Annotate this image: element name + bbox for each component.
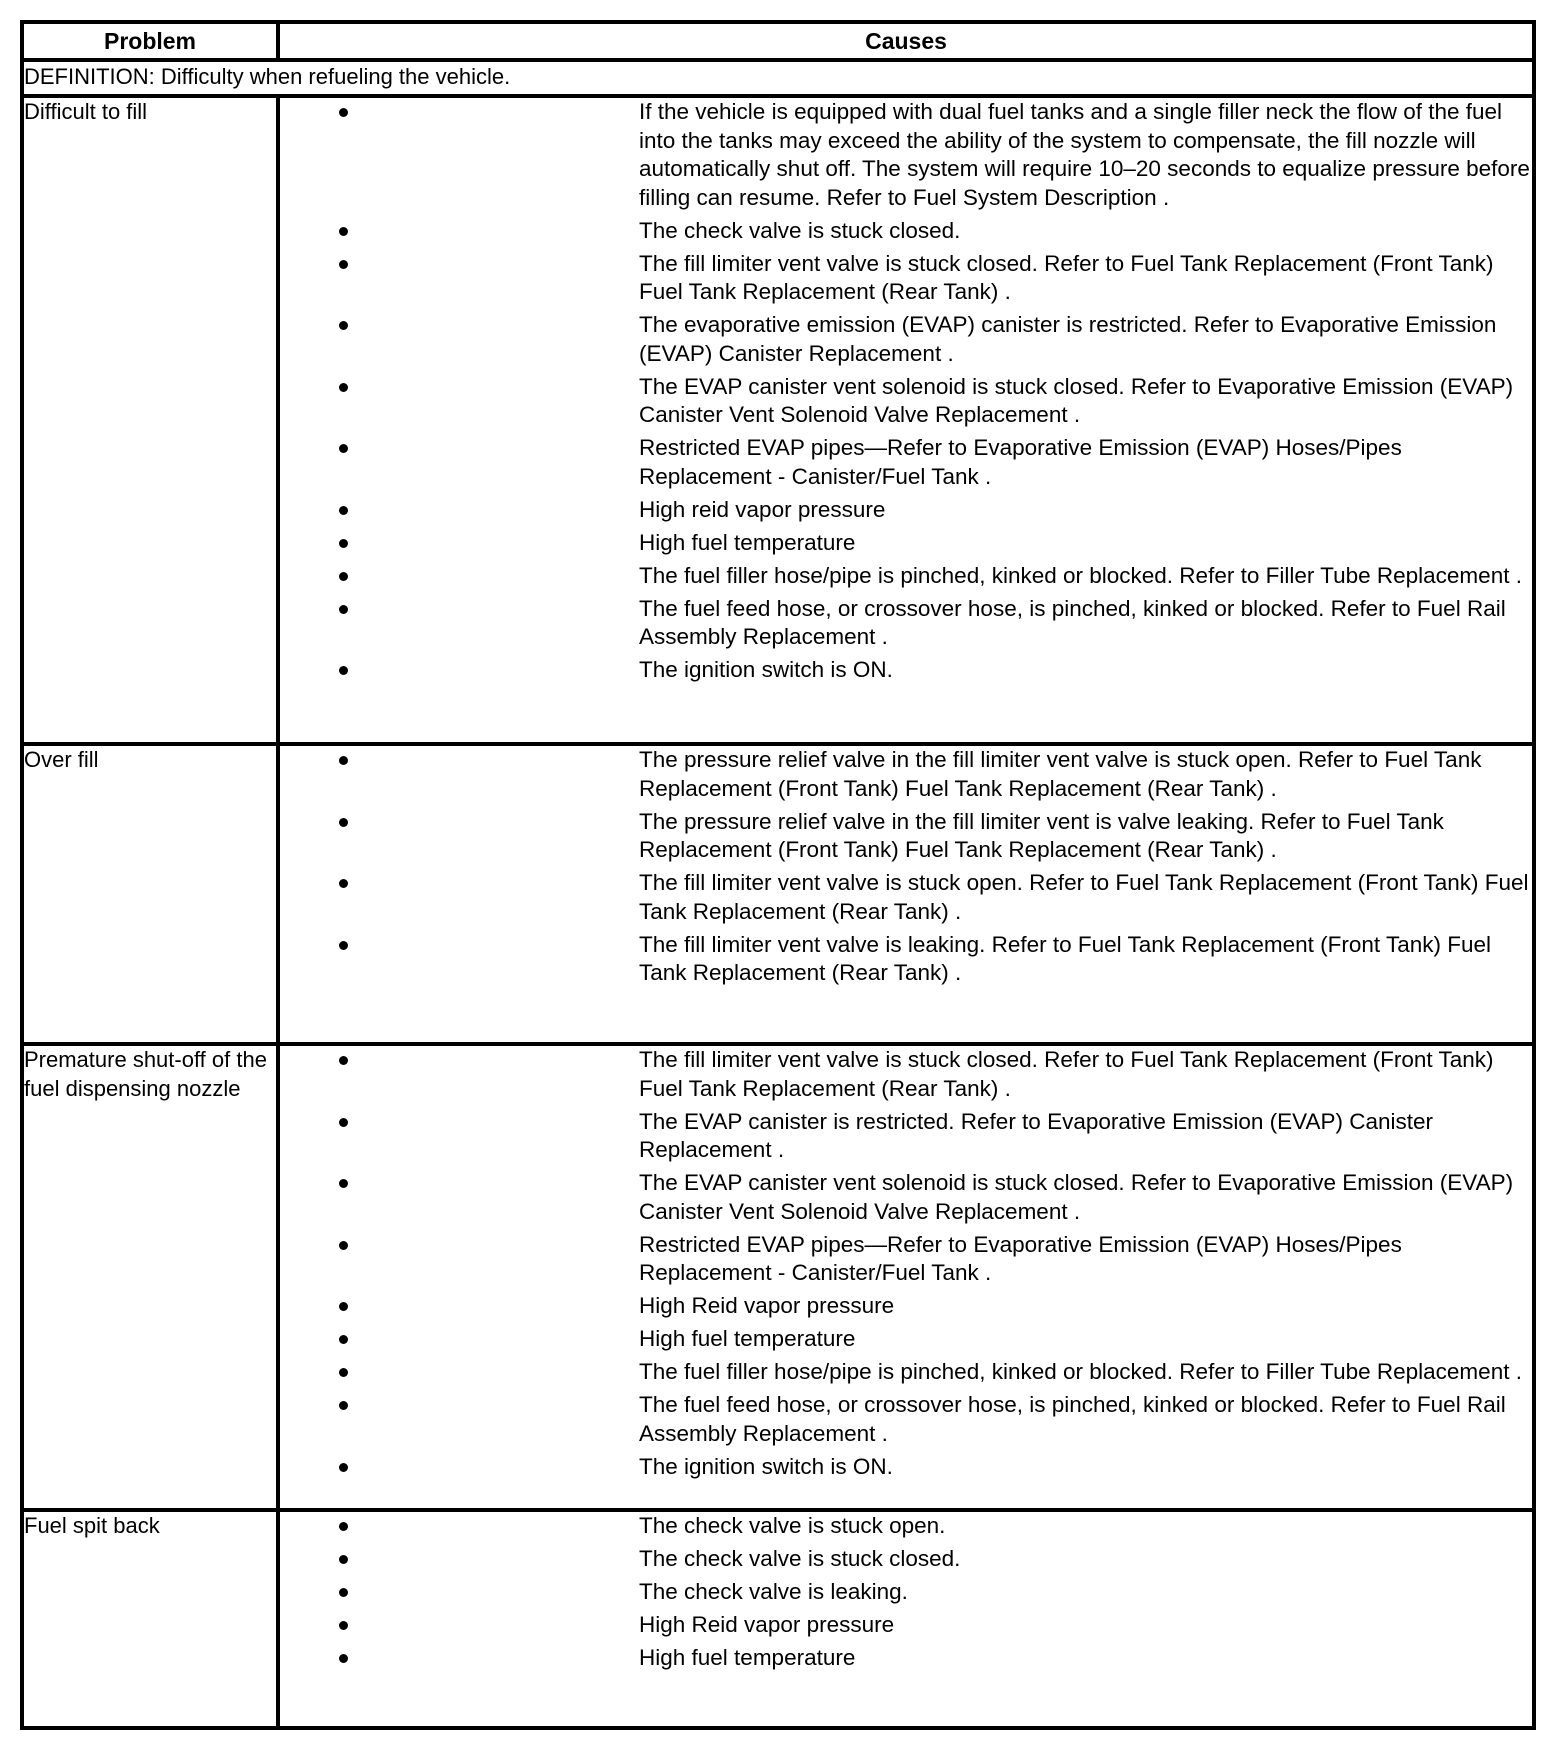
list-item xyxy=(280,373,1532,430)
cause-text: High reid vapor pressure xyxy=(639,496,886,522)
list-item xyxy=(280,1358,1532,1387)
cause-text: The ignition switch is ON. xyxy=(639,657,893,682)
bullet-icon xyxy=(339,539,348,548)
bullet-icon xyxy=(339,1588,348,1597)
cause-text: The check valve is stuck closed. xyxy=(639,1546,961,1571)
cause-text: The pressure relief valve in the fill limiter vent is valve leaking. Refer to Fuel Tank Replacement (Front Tank) Fuel Tank Replacement (Rear Tank) . xyxy=(639,808,1444,862)
cause-text: The fill limiter vent valve is leaking. Refer to Fuel Tank Replacement (Front Tank) Fuel Tank Replacement (Rear Tank) . xyxy=(639,931,1492,985)
bullet-icon xyxy=(339,383,348,392)
cause-text: If the vehicle is equipped with dual fuel tanks and a single filler neck the flow of the fuel into the tanks may exceed the ability of the system to compensate, the fill nozzle will automatically shut off. The system will require 10–20 seconds to equalize pressure before filling can resume. Refer to Fuel System Description . xyxy=(639,99,1530,210)
bullet-icon xyxy=(339,572,348,581)
bullet-icon xyxy=(339,1463,348,1472)
problem-cell: Difficult to fill xyxy=(22,96,278,744)
list-item xyxy=(280,1644,1532,1673)
bullet-icon xyxy=(339,227,348,236)
causes-cell xyxy=(278,96,1534,744)
cause-text: High fuel temperature xyxy=(639,529,856,555)
definition-row xyxy=(22,60,1534,96)
list-item xyxy=(280,869,1532,926)
list-item xyxy=(280,529,1532,558)
list-item xyxy=(280,1545,1532,1574)
table-row xyxy=(22,96,1534,744)
causes-list xyxy=(280,746,1532,988)
causes-cell xyxy=(278,1044,1534,1510)
bullet-icon xyxy=(339,1335,348,1344)
bullet-icon xyxy=(339,605,348,614)
list-item xyxy=(280,496,1532,525)
bullet-icon xyxy=(339,818,348,827)
list-item xyxy=(280,656,1532,685)
bullet-icon xyxy=(339,1522,348,1531)
list-item xyxy=(280,1108,1532,1165)
cause-text: The check valve is leaking. xyxy=(639,1579,908,1604)
list-item xyxy=(280,808,1532,865)
definition-text: DEFINITION: Difficulty when refueling the vehicle. xyxy=(22,60,1534,96)
bullet-icon xyxy=(339,260,348,269)
cause-text: The check valve is stuck open. xyxy=(639,1513,946,1538)
list-item xyxy=(280,250,1532,307)
header-causes: Causes xyxy=(278,22,1534,60)
cause-text: High Reid vapor pressure xyxy=(639,1612,895,1637)
list-item xyxy=(280,562,1532,591)
list-item xyxy=(280,1611,1532,1640)
bullet-icon xyxy=(339,1621,348,1630)
bullet-icon xyxy=(339,1179,348,1188)
list-item xyxy=(280,434,1532,491)
list-item xyxy=(280,1046,1532,1103)
cause-text: The EVAP canister vent solenoid is stuck closed. Refer to Evaporative Emission (EVAP) Canister Vent Solenoid Valve Replacement . xyxy=(639,373,1514,427)
cause-text: Restricted EVAP pipes—Refer to Evaporative Emission (EVAP) Hoses/Pipes Replacement - Canister/Fuel Tank . xyxy=(639,435,1402,489)
cause-text: High fuel temperature xyxy=(639,1326,856,1351)
list-item xyxy=(280,1292,1532,1321)
list-item xyxy=(280,1391,1532,1448)
table-row xyxy=(22,1510,1534,1728)
problem-cell: Over fill xyxy=(22,744,278,1044)
table-row xyxy=(22,1044,1534,1510)
bullet-icon xyxy=(339,756,348,765)
cause-text: The check valve is stuck closed. xyxy=(639,217,961,243)
bullet-icon xyxy=(339,941,348,950)
causes-list xyxy=(280,1046,1532,1481)
cause-text: The pressure relief valve in the fill limiter vent valve is stuck open. Refer to Fuel Tank Replacement (Front Tank) Fuel Tank Replacement (Rear Tank) . xyxy=(639,747,1482,801)
causes-list xyxy=(280,98,1532,685)
cause-text: The fuel filler hose/pipe is pinched, kinked or blocked. Refer to Filler Tube Replacement . xyxy=(639,1359,1522,1384)
table-row xyxy=(22,744,1534,1044)
bullet-icon xyxy=(339,879,348,888)
list-item xyxy=(280,311,1532,368)
list-item xyxy=(280,1169,1532,1226)
diagnostic-table xyxy=(20,20,1536,1730)
list-item xyxy=(280,746,1532,803)
list-item xyxy=(280,217,1532,246)
bullet-icon xyxy=(339,444,348,453)
problem-cell: Fuel spit back xyxy=(22,1510,278,1728)
bullet-icon xyxy=(339,666,348,675)
causes-cell xyxy=(278,1510,1534,1728)
bullet-icon xyxy=(339,1654,348,1663)
list-item xyxy=(280,1325,1532,1354)
bullet-icon xyxy=(339,1118,348,1127)
cause-text: The fill limiter vent valve is stuck closed. Refer to Fuel Tank Replacement (Front Tank) Fuel Tank Replacement (Rear Tank) . xyxy=(639,1047,1494,1101)
cause-text: The fill limiter vent valve is stuck open. Refer to Fuel Tank Replacement (Front Tank) Fuel Tank Replacement (Rear Tank) . xyxy=(639,870,1529,924)
cause-text: The fill limiter vent valve is stuck closed. Refer to Fuel Tank Replacement (Front Tank) Fuel Tank Replacement (Rear Tank) . xyxy=(639,250,1494,304)
header-problem: Problem xyxy=(22,22,278,60)
cause-text: The EVAP canister is restricted. Refer to Evaporative Emission (EVAP) Canister Replacement . xyxy=(639,1108,1434,1162)
list-item xyxy=(280,595,1532,652)
list-item xyxy=(280,98,1532,212)
cause-text: The ignition switch is ON. xyxy=(639,1453,893,1479)
cause-text: The evaporative emission (EVAP) canister is restricted. Refer to Evaporative Emission (EVAP) Canister Replacement . xyxy=(639,312,1497,366)
list-item xyxy=(280,1512,1532,1541)
cause-text: High fuel temperature xyxy=(639,1645,856,1670)
bullet-icon xyxy=(339,1401,348,1410)
cause-text: Restricted EVAP pipes—Refer to Evaporative Emission (EVAP) Hoses/Pipes Replacement - Canister/Fuel Tank . xyxy=(639,1231,1402,1285)
bullet-icon xyxy=(339,506,348,515)
problem-cell: Premature shut-off of the fuel dispensing nozzle xyxy=(22,1044,278,1510)
cause-text: The fuel feed hose, or crossover hose, is pinched, kinked or blocked. Refer to Fuel Rail Assembly Replacement . xyxy=(639,595,1506,649)
list-item xyxy=(280,931,1532,988)
bullet-icon xyxy=(339,1368,348,1377)
causes-list xyxy=(280,1512,1532,1673)
cause-text: The EVAP canister vent solenoid is stuck closed. Refer to Evaporative Emission (EVAP) Canister Vent Solenoid Valve Replacement . xyxy=(639,1170,1514,1224)
bullet-icon xyxy=(339,108,348,117)
header-row xyxy=(22,22,1534,60)
cause-text: High Reid vapor pressure xyxy=(639,1293,895,1318)
bullet-icon xyxy=(339,1056,348,1065)
list-item xyxy=(280,1578,1532,1607)
list-item xyxy=(280,1231,1532,1288)
cause-text: The fuel filler hose/pipe is pinched, kinked or blocked. Refer to Filler Tube Replacement . xyxy=(639,562,1522,588)
causes-cell xyxy=(278,744,1534,1044)
cause-text: The fuel feed hose, or crossover hose, is pinched, kinked or blocked. Refer to Fuel Rail Assembly Replacement . xyxy=(639,1392,1506,1446)
bullet-icon xyxy=(339,1555,348,1564)
bullet-icon xyxy=(339,1241,348,1250)
list-item xyxy=(280,1453,1532,1482)
bullet-icon xyxy=(339,321,348,330)
bullet-icon xyxy=(339,1302,348,1311)
